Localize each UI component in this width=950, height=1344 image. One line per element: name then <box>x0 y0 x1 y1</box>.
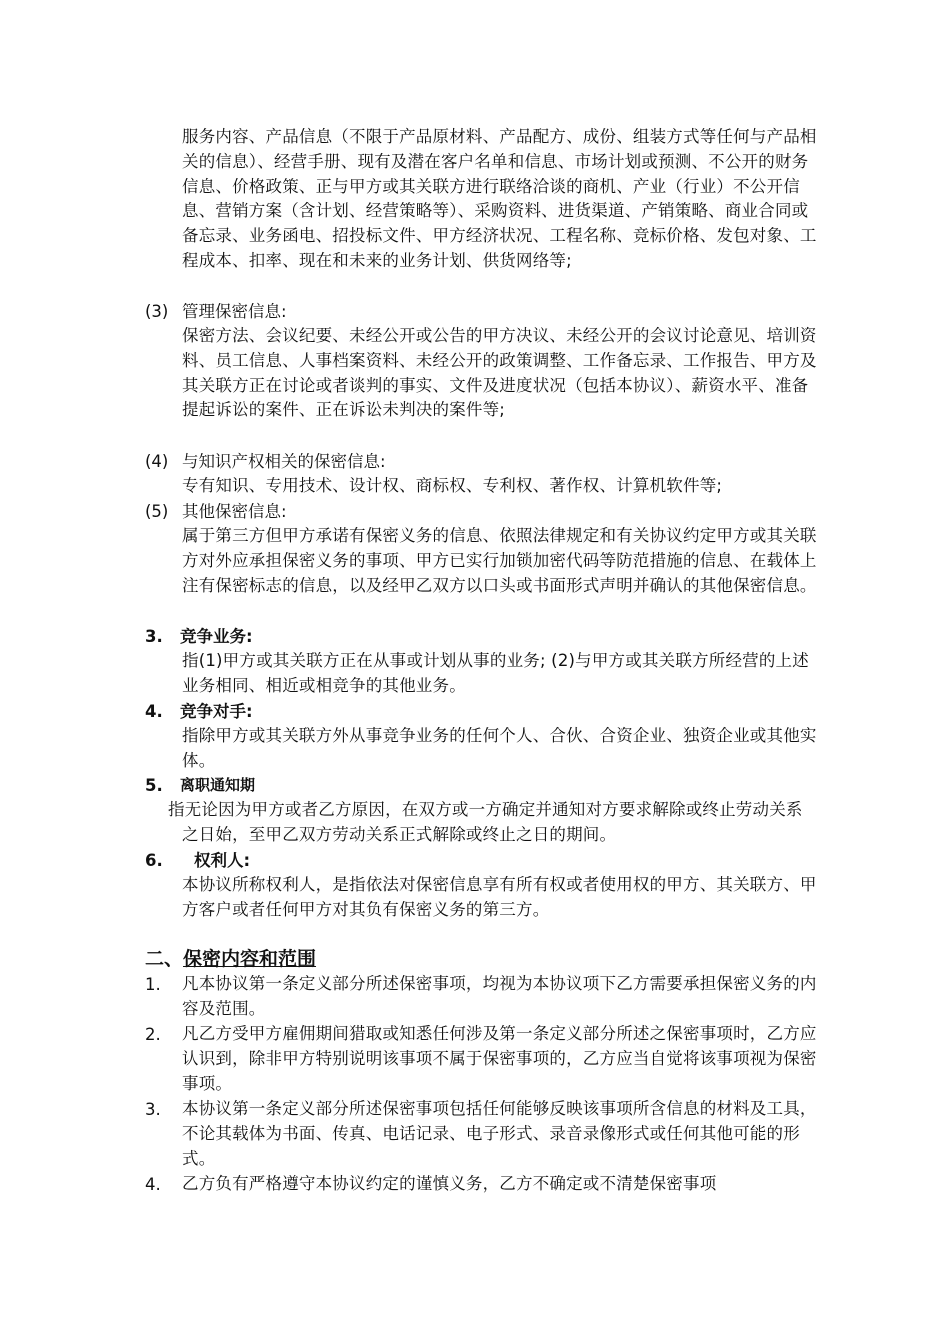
list-item: 本协议第一条定义部分所述保密事项包括任何能够反映该事项所含信息的材料及工具，不论其载体为书面、传真、电话记录、电子形式、录音录像形式或任何其他可能的形式。 <box>182 1099 817 1168</box>
item-label: 其他保密信息: <box>182 502 287 521</box>
definition-label: 离职通知期 <box>180 776 256 794</box>
definition-body: 本协议所称权利人，是指依法对保密信息享有所有权或者使用权的甲方、其关联方、甲方客户或者任何甲方对其负有保密义务的第三方。 <box>182 875 817 919</box>
item-number: (4) <box>145 452 169 471</box>
item-label: 管理保密信息: <box>182 302 287 321</box>
item-body: 专有知识、专用技术、设计权、商标权、专利权、著作权、计算机软件等; <box>182 476 723 495</box>
list-number: 3. <box>145 1100 161 1119</box>
definition-body: 指除甲方或其关联方外从事竞争业务的任何个人、合伙、合资企业、独资企业或其他实体。 <box>182 726 817 770</box>
list-item: 凡乙方受甲方雇佣期间猎取或知悉任何涉及第一条定义部分所述之保密事项时，乙方应认识到，除非甲方特别说明该事项不属于保密事项的，乙方应当自觉将该事项视为保密事项。 <box>182 1024 817 1093</box>
item-number: (5) <box>145 502 169 521</box>
section-title: 保密内容和范围 <box>183 948 317 970</box>
list-number: 2. <box>145 1025 161 1044</box>
section-heading <box>145 946 316 972</box>
section-prefix: 二、 <box>145 948 184 970</box>
definition-label: 竞争对手: <box>180 702 253 721</box>
list-item: 凡本协议第一条定义部分所述保密事项，均视为本协议项下乙方需要承担保密义务的内容及范围。 <box>182 974 817 1018</box>
list-number: 4. <box>145 1175 161 1194</box>
definition-body-text: 指无论因为甲方或者乙方原因，在双方或一方确定并通知对方要求解除或终止劳动关系之日始，至甲乙双方劳动关系正式解除或终止之日的期间。 <box>168 800 803 844</box>
definition-number: 4. <box>145 702 163 721</box>
definition-body <box>168 798 818 848</box>
intro-paragraph: 服务内容、产品信息（不限于产品原材料、产品配方、成份、组装方式等任何与产品相关的信息）、经营手册、现有及潜在客户名单和信息、市场计划或预测、不公开的财务信息、价格政策、正与甲方或其关联方进行联络洽谈的商机、产业（行业）不公开信息、营销方案（含计划、经营策略等）、采购资料、进货渠道、产销策略、商业合同或备忘录、业务函电、招投标文件、甲方经济状况、工程名称、竞标价格、发包对象、工程成本、扣率、现在和未来的业务计划、供货网络等; <box>182 127 817 270</box>
item-body: 保密方法、会议纪要、未经公开或公告的甲方决议、未经公开的会议讨论意见、培训资料、员工信息、人事档案资料、未经公开的政策调整、工作备忘录、工作报告、甲方及其关联方正在讨论或者谈判的事实、文件及进度状况（包括本协议）、薪资水平、准备提起诉讼的案件、正在诉讼未判决的案件等; <box>182 326 817 420</box>
definition-label: 权利人: <box>194 851 251 870</box>
definition-number: 3. <box>145 627 163 646</box>
item-number: (3) <box>145 302 169 321</box>
definition-number: 5. <box>145 776 163 795</box>
list-item: 乙方负有严格遵守本协议约定的谨慎义务，乙方不确定或不清楚保密事项 <box>182 1174 717 1193</box>
list-number: 1. <box>145 975 161 994</box>
definition-body: 指(1)甲方或其关联方正在从事或计划从事的业务; (2)与甲方或其关联方所经营的上述业务相同、相近或相竞争的其他业务。 <box>182 651 809 695</box>
definition-label: 竞争业务: <box>180 627 253 646</box>
definition-number: 6. <box>145 851 163 870</box>
item-body: 属于第三方但甲方承诺有保密义务的信息、依照法律规定和有关协议约定甲方或其关联方对外应承担保密义务的事项、甲方已实行加锁加密代码等防范措施的信息、在载体上注有保密标志的信息，以及经甲乙双方以口头或书面形式声明并确认的其他保密信息。 <box>182 526 817 595</box>
item-label: 与知识产权相关的保密信息: <box>182 452 386 471</box>
